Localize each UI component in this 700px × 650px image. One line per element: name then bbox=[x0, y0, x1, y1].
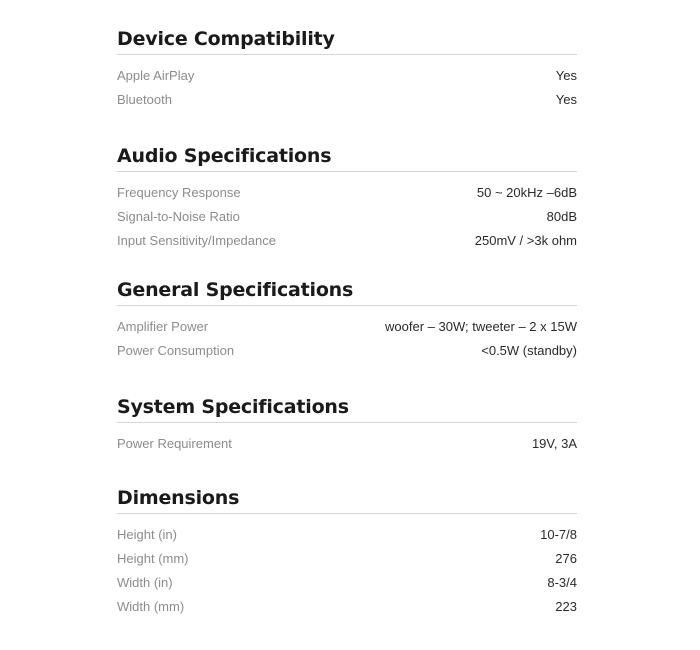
spec-row bbox=[117, 570, 577, 594]
spec-label: Apple AirPlay bbox=[117, 67, 195, 83]
spec-row bbox=[117, 546, 577, 570]
spec-row bbox=[117, 228, 577, 252]
section-divider bbox=[117, 54, 577, 55]
spec-label: Bluetooth bbox=[117, 91, 172, 107]
spec-row bbox=[117, 431, 577, 455]
spec-value: 8-3/4 bbox=[547, 574, 577, 590]
section-title: Dimensions bbox=[117, 487, 240, 509]
spec-row bbox=[117, 63, 577, 87]
spec-value: <0.5W (standby) bbox=[481, 342, 577, 358]
section-general-specifications bbox=[117, 277, 577, 362]
section-divider bbox=[117, 171, 577, 172]
spec-value: 50 ~ 20kHz –6dB bbox=[476, 184, 577, 200]
spec-value: 250mV / >3k ohm bbox=[474, 232, 577, 248]
spec-label: Frequency Response bbox=[117, 184, 241, 200]
spec-label: Power Requirement bbox=[117, 435, 232, 451]
spec-label: Height (mm) bbox=[117, 550, 189, 566]
section-dimensions bbox=[117, 485, 577, 618]
section-divider bbox=[117, 513, 577, 514]
spec-row bbox=[117, 204, 577, 228]
spec-value: 80dB bbox=[546, 208, 577, 224]
section-audio-specifications bbox=[117, 143, 577, 252]
spec-value: 223 bbox=[555, 598, 577, 614]
spec-row bbox=[117, 314, 577, 338]
section-divider bbox=[117, 305, 577, 306]
spec-row bbox=[117, 180, 577, 204]
section-title: Device Compatibility bbox=[117, 28, 335, 50]
spec-value: 10-7/8 bbox=[540, 526, 577, 542]
spec-value: Yes bbox=[555, 91, 577, 107]
spec-row bbox=[117, 338, 577, 362]
spec-label: Power Consumption bbox=[117, 342, 235, 358]
section-system-specifications bbox=[117, 394, 577, 455]
spec-value: 19V, 3A bbox=[531, 435, 577, 451]
spec-label: Width (in) bbox=[117, 574, 173, 590]
spec-label: Signal-to-Noise Ratio bbox=[117, 208, 240, 224]
spec-label: Input Sensitivity/Impedance bbox=[117, 232, 276, 248]
section-divider bbox=[117, 422, 577, 423]
spec-value: 276 bbox=[555, 550, 577, 566]
spec-row bbox=[117, 522, 577, 546]
section-title: Audio Specifications bbox=[117, 145, 332, 167]
spec-value: woofer – 30W; tweeter – 2 x 15W bbox=[385, 318, 577, 334]
section-title: System Specifications bbox=[117, 396, 349, 418]
section-device-compatibility bbox=[117, 26, 577, 111]
spec-label: Amplifier Power bbox=[117, 318, 209, 334]
spec-label: Width (mm) bbox=[117, 598, 185, 614]
spec-label: Height (in) bbox=[117, 526, 177, 542]
section-title: General Specifications bbox=[117, 279, 354, 301]
spec-row bbox=[117, 87, 577, 111]
spec-row bbox=[117, 594, 577, 618]
spec-value: Yes bbox=[555, 67, 577, 83]
